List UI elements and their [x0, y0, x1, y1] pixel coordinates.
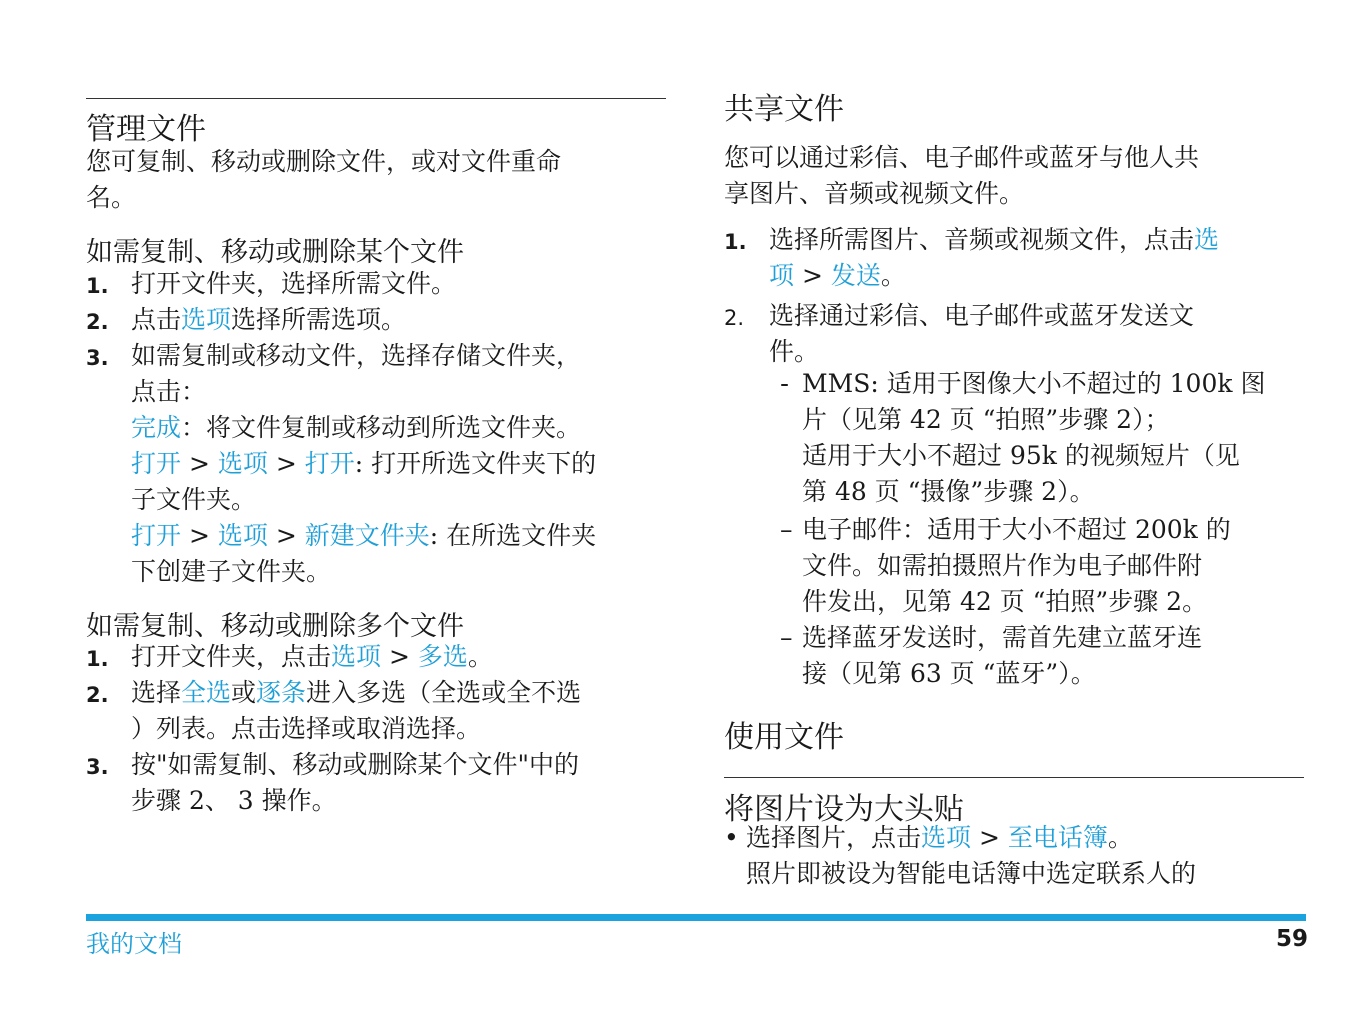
open-link[interactable]: 打开: [304, 449, 355, 478]
text-line: 片（见第 42 页 “拍照”步骤 2）；: [802, 405, 1170, 434]
text-run: 。: [880, 261, 906, 290]
section-title-manage-files: 管理文件: [86, 112, 206, 147]
text-run: 或: [231, 678, 257, 707]
separator: >: [381, 642, 418, 671]
step-number: 3.: [86, 346, 109, 370]
dash-marker: –: [780, 623, 793, 652]
text-line: [769, 258, 906, 294]
step-number: 2.: [86, 310, 109, 334]
text-run: 点击: [131, 305, 182, 334]
step-number: 2.: [86, 683, 109, 707]
text-line: 文件。如需拍摄照片作为电子邮件附: [802, 551, 1203, 580]
dash-item-email: [780, 512, 1310, 620]
intro-line: 享图片、音频或视频文件。: [724, 179, 1025, 208]
step-number: 1.: [86, 647, 109, 671]
new-folder-link[interactable]: 新建文件夹: [304, 521, 430, 550]
text-line: 接（见第 63 页 “蓝牙”）。: [802, 659, 1096, 688]
text-run: 选择所需图片、音频或视频文件，点击: [769, 225, 1195, 254]
list-item: [86, 338, 676, 598]
intro-line: 您可以通过彩信、电子邮件或蓝牙与他人共: [724, 143, 1200, 172]
options-link[interactable]: 选项: [921, 823, 972, 852]
text-line: 如需复制或移动文件，选择存储文件夹，: [131, 341, 582, 370]
section-title-set-photo: 将图片设为大头贴: [724, 792, 964, 827]
step-text: [131, 338, 671, 598]
open-link[interactable]: 打开: [131, 449, 182, 478]
text-line: [746, 820, 1133, 856]
step-text: [131, 639, 671, 675]
dash-marker: –: [780, 515, 793, 544]
step-number: 1.: [86, 274, 109, 298]
text-run: 选择图片，点击: [746, 823, 922, 852]
text-line: MMS: 适用于图像大小不超过的 100k 图: [802, 369, 1266, 398]
text-run: ：将文件复制或移动到所选文件夹。: [181, 413, 582, 442]
multi-select-link[interactable]: 多选: [417, 642, 468, 671]
text-run: 选择: [131, 678, 182, 707]
text-line: 点击：: [131, 377, 207, 406]
text-run: 选择所需选项。: [231, 305, 407, 334]
step-text: [769, 298, 1309, 370]
bullet-item: [724, 820, 1314, 892]
done-link[interactable]: 完成: [131, 413, 182, 442]
step-text: [131, 302, 671, 338]
text-line: 第 48 页 “摄像”步骤 2）。: [802, 477, 1095, 506]
section-rule: [86, 98, 666, 99]
options-link[interactable]: 选项: [181, 305, 232, 334]
dash-item-mms: [780, 366, 1310, 510]
step-text: 打开文件夹，选择所需文件。: [131, 269, 457, 298]
options-link[interactable]: 选项: [217, 521, 268, 550]
text-run: : 打开所选文件夹下的: [354, 449, 597, 478]
step-text: [769, 222, 1309, 294]
text-run: 。: [467, 642, 493, 671]
footer-bar: [86, 914, 1306, 921]
text-line: 步骤 2、 3 操作。: [131, 786, 337, 815]
text-line: 适用于大小不超过 95k 的视频短片（见: [802, 441, 1240, 470]
section-title-share-files: 共享文件: [724, 92, 844, 127]
option-new-folder: [131, 518, 596, 554]
subsection-title-multiple: 如需复制、移动或删除多个文件: [86, 611, 464, 642]
text-line: 件。: [769, 337, 820, 366]
intro-line: 名。: [86, 183, 137, 212]
text-line: 照片即被设为智能电话簿中选定联系人的: [746, 859, 1197, 888]
step-number: 3.: [86, 755, 109, 779]
options-link[interactable]: 选项: [331, 642, 382, 671]
text-run: : 在所选文件夹: [429, 521, 597, 550]
separator: >: [267, 521, 305, 550]
text-run: 进入多选（全选或全不选: [306, 678, 582, 707]
text-line: 按"如需复制、移动或删除某个文件"中的: [131, 750, 579, 779]
text-line: 件发出，见第 42 页 “拍照”步骤 2。: [802, 587, 1208, 616]
option-done: [131, 410, 581, 446]
step-number: 1.: [724, 230, 747, 254]
options-link[interactable]: 选: [1194, 225, 1220, 254]
section-title-use-files: 使用文件: [724, 720, 844, 755]
intro-line: 您可复制、移动或删除文件，或对文件重命: [86, 147, 562, 176]
text-run: 打开文件夹，点击: [131, 642, 332, 671]
text-line: [131, 675, 581, 711]
separator: >: [794, 261, 831, 290]
step-text: [131, 747, 671, 819]
dash-marker: -: [780, 369, 790, 398]
bullet-marker: •: [724, 823, 739, 852]
text-line: 下创建子文件夹。: [131, 557, 332, 586]
text-run: 。: [1107, 823, 1133, 852]
options-link[interactable]: 选项: [217, 449, 268, 478]
section-rule: [724, 777, 1304, 778]
step-text: [131, 675, 671, 747]
text-line: 子文件夹。: [131, 485, 257, 514]
page-number: 59: [1276, 926, 1309, 952]
select-each-link[interactable]: 逐条: [256, 678, 307, 707]
separator: >: [971, 823, 1008, 852]
subsection-title-single: 如需复制、移动或删除某个文件: [86, 237, 464, 268]
open-link[interactable]: 打开: [131, 521, 182, 550]
text-line: 选择蓝牙发送时，需首先建立蓝牙连: [802, 623, 1203, 652]
select-all-link[interactable]: 全选: [181, 678, 232, 707]
separator: >: [181, 449, 218, 478]
separator: >: [181, 521, 218, 550]
text-line: 电子邮件：适用于大小不超过 200k 的: [802, 515, 1231, 544]
options-link[interactable]: 项: [769, 261, 795, 290]
option-open: [131, 446, 596, 482]
dash-item-bluetooth: [780, 620, 1310, 692]
send-link[interactable]: 发送: [830, 261, 881, 290]
separator: >: [267, 449, 305, 478]
text-line: [769, 222, 1219, 258]
text-line: 选择通过彩信、电子邮件或蓝牙发送文: [769, 301, 1195, 330]
to-phonebook-link[interactable]: 至电话簿: [1007, 823, 1108, 852]
step-number: 2.: [724, 306, 745, 330]
text-line: ）列表。点击选择或取消选择。: [131, 714, 482, 743]
footer-section-name: 我的文档: [86, 930, 182, 958]
